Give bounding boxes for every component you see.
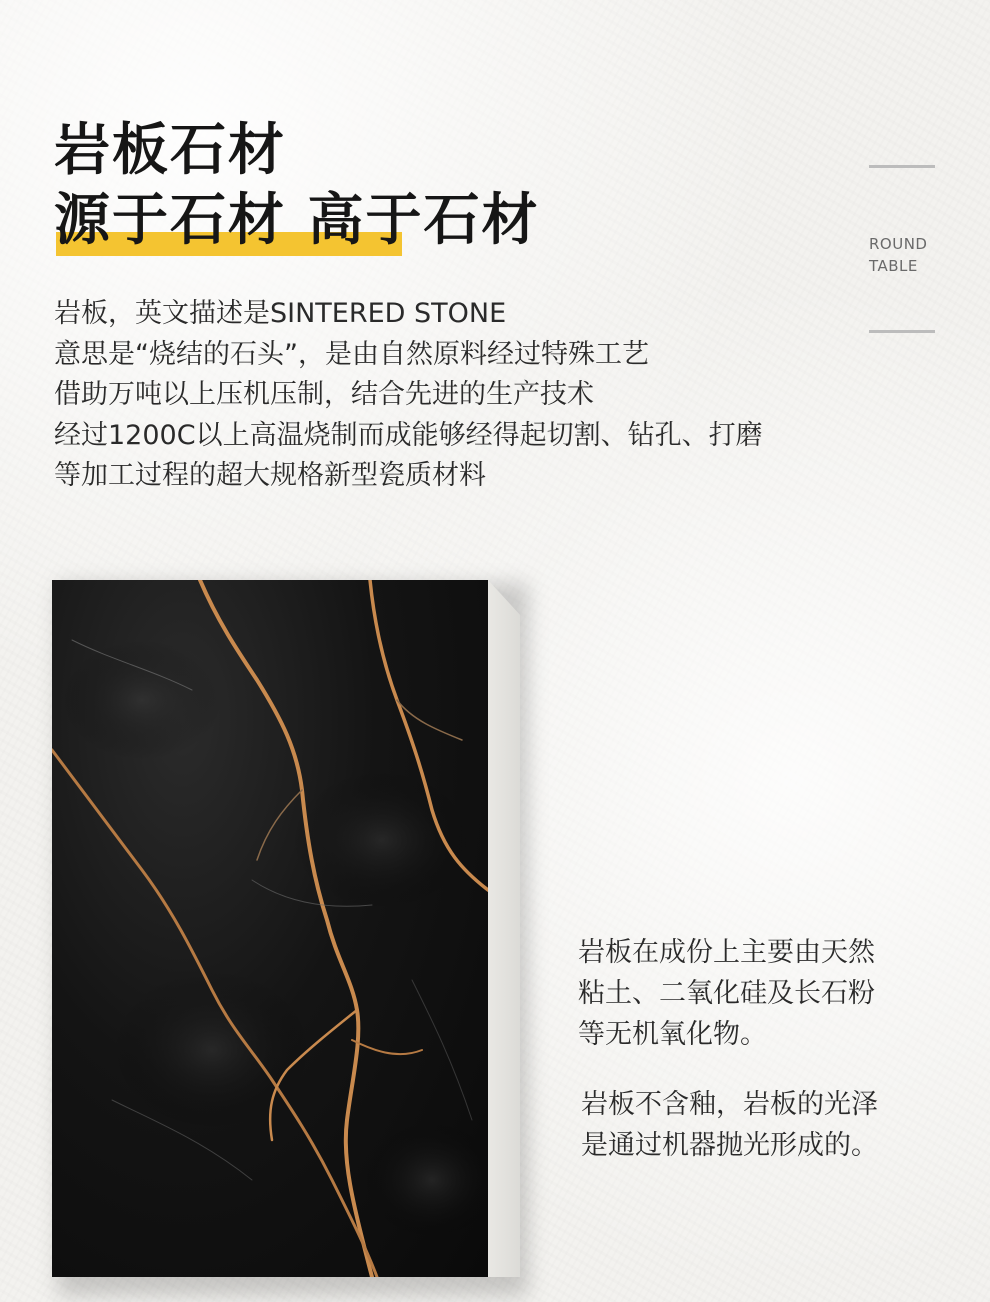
headline-line-1: 岩板石材 xyxy=(54,118,286,183)
headline-line-2: 源于石材 高于石材 xyxy=(54,188,540,253)
description-line: 经过1200C以上高温烧制而成能够经得起切割、钻孔、打磨 xyxy=(54,419,763,451)
gloss-line: 是通过机器抛光形成的。 xyxy=(581,1130,878,1161)
description-line: 借助万吨以上压机压制，结合先进的生产技术 xyxy=(54,379,594,410)
description-line: 岩板，英文描述是SINTERED STONE xyxy=(54,298,507,329)
side-divider-bottom xyxy=(869,330,935,333)
gloss-line: 岩板不含釉，岩板的光泽 xyxy=(581,1089,878,1120)
side-label-line-1: ROUND xyxy=(869,235,928,253)
side-label-line-2: TABLE xyxy=(869,257,918,275)
composition-line: 等无机氧化物。 xyxy=(578,1019,767,1050)
headline xyxy=(54,118,540,254)
description-paragraph xyxy=(54,294,763,497)
gloss-text xyxy=(581,1084,878,1166)
composition-line: 岩板在成份上主要由天然 xyxy=(578,937,875,968)
composition-text xyxy=(578,932,875,1055)
side-label xyxy=(869,233,927,277)
marble-veins xyxy=(52,580,488,1277)
slab-edge xyxy=(488,580,520,1277)
description-line: 意思是“烧结的石头”，是由自然原料经过特殊工艺 xyxy=(54,338,649,370)
composition-line: 粘土、二氧化硅及长石粉 xyxy=(578,978,875,1009)
description-line: 等加工过程的超大规格新型瓷质材料 xyxy=(54,460,486,491)
black-marble-surface xyxy=(52,580,488,1277)
side-divider-top xyxy=(869,165,935,168)
marble-slab-image xyxy=(52,580,488,1277)
